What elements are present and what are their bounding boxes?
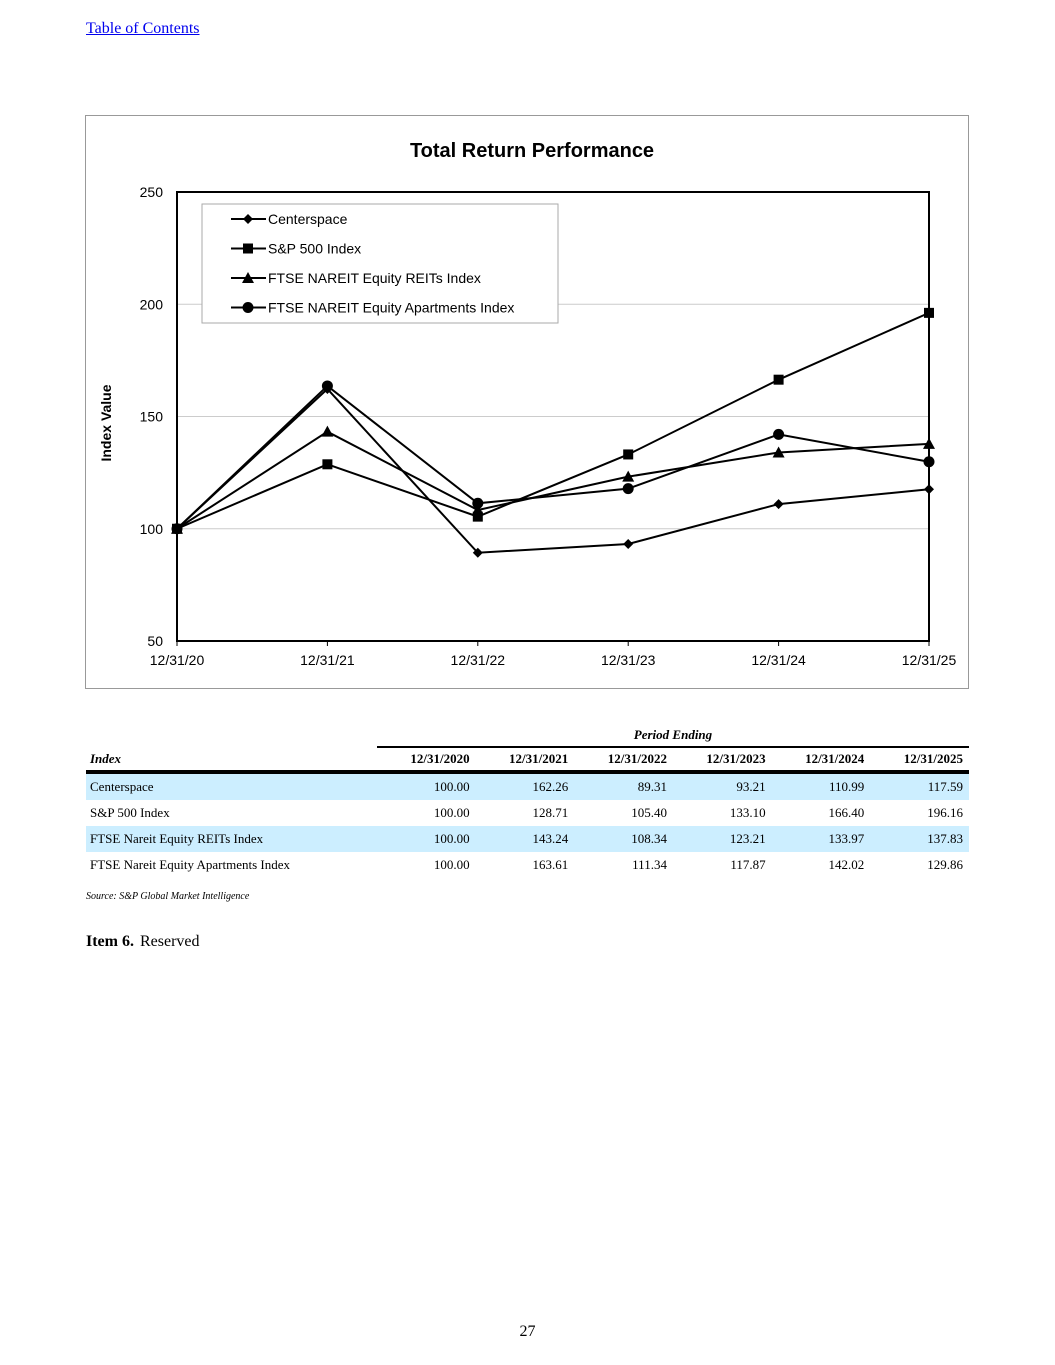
y-tick-label: 250 [139, 184, 163, 200]
chart-frame [85, 115, 969, 689]
row-label: FTSE Nareit Equity REITs Index [86, 826, 377, 852]
table-row [86, 800, 969, 826]
table-cell: 163.61 [532, 857, 569, 872]
legend-label: S&P 500 Index [268, 240, 362, 257]
table-cell: 142.02 [828, 857, 865, 872]
table-cell: 100.00 [433, 857, 470, 872]
table-cell: 117.87 [730, 857, 766, 872]
legend-marker-circle [243, 302, 254, 313]
data-point [623, 449, 633, 459]
series-line-circle [177, 386, 929, 529]
column-header: 12/31/2025 [870, 747, 969, 772]
total-return-chart [86, 116, 970, 690]
table-cell: 133.10 [729, 805, 766, 820]
column-header: 12/31/2020 [377, 747, 476, 772]
data-point [321, 426, 333, 437]
data-point [472, 498, 483, 509]
legend-label: Centerspace [268, 211, 348, 227]
column-header: 12/31/2022 [574, 747, 673, 772]
legend-label: FTSE NAREIT Equity REITs Index [268, 270, 481, 286]
table-cell: 100.00 [433, 805, 470, 820]
table-cell: 117.59 [870, 772, 969, 800]
table-cell: 89.31 [574, 772, 673, 800]
table-cell: 128.71 [532, 805, 569, 820]
table-cell: 166.40 [828, 805, 865, 820]
data-point [924, 456, 935, 467]
table-row [86, 772, 969, 800]
index-column-header: Index [86, 747, 377, 772]
column-header: 12/31/2021 [476, 747, 575, 772]
legend-label: FTSE NAREIT Equity Apartments Index [268, 299, 515, 316]
table-cell: 196.16 [927, 805, 963, 820]
data-point [924, 484, 934, 494]
x-tick-label: 12/31/20 [149, 652, 205, 668]
table-cell: 100.00 [377, 772, 476, 800]
column-header: 12/31/2023 [673, 747, 772, 772]
item-6-heading [86, 933, 200, 951]
x-tick-label: 12/31/21 [300, 652, 355, 668]
item-number: Item 6. [86, 933, 134, 950]
item-title: Reserved [139, 933, 200, 950]
table-cell: 123.21 [673, 826, 772, 852]
data-point [773, 429, 784, 440]
data-point [623, 483, 634, 494]
data-point [774, 499, 784, 509]
y-tick-label: 150 [139, 408, 163, 425]
data-point [322, 459, 332, 469]
y-axis-label: Index Value [98, 384, 114, 462]
row-label: FTSE Nareit Equity Apartments Index [90, 857, 291, 872]
column-header: 12/31/2024 [772, 747, 871, 772]
table-cell: 137.83 [870, 826, 969, 852]
y-tick-label: 200 [139, 296, 163, 313]
table-cell: 111.34 [632, 857, 667, 872]
row-label: S&P 500 Index [90, 805, 170, 820]
table-cell: 133.97 [772, 826, 871, 852]
data-point [623, 539, 633, 549]
table-cell: 143.24 [476, 826, 575, 852]
x-tick-label: 12/31/22 [450, 652, 506, 668]
table-row [86, 826, 969, 852]
source-note: Source: S&P Global Market Intelligence [86, 891, 250, 902]
table-cell: 129.86 [927, 857, 963, 872]
table-cell: 93.21 [673, 772, 772, 800]
data-point [924, 308, 934, 318]
table-cell: 108.34 [574, 826, 673, 852]
data-point [322, 380, 333, 391]
table-cell: 162.26 [476, 772, 575, 800]
data-point [774, 375, 784, 385]
x-tick-label: 12/31/23 [600, 652, 656, 668]
y-tick-label: 100 [139, 520, 163, 537]
series-line-diamond [177, 389, 929, 553]
x-tick-label: 12/31/24 [751, 652, 806, 668]
performance-table [86, 724, 969, 878]
x-tick-label: 12/31/25 [901, 652, 957, 668]
table-of-contents-link[interactable]: Table of Contents [86, 20, 200, 37]
table-cell: 105.40 [631, 805, 667, 820]
table-cell: 100.00 [377, 826, 476, 852]
table-row [86, 852, 969, 878]
page-number: 27 [519, 1323, 536, 1340]
y-tick-label: 50 [147, 633, 163, 649]
table-cell: 110.99 [772, 772, 871, 800]
legend-marker-square [243, 244, 253, 254]
row-label: Centerspace [86, 772, 377, 800]
data-point [172, 523, 183, 534]
period-ending-header: Period Ending [377, 724, 969, 747]
chart-title: Total Return Performance [409, 140, 655, 162]
